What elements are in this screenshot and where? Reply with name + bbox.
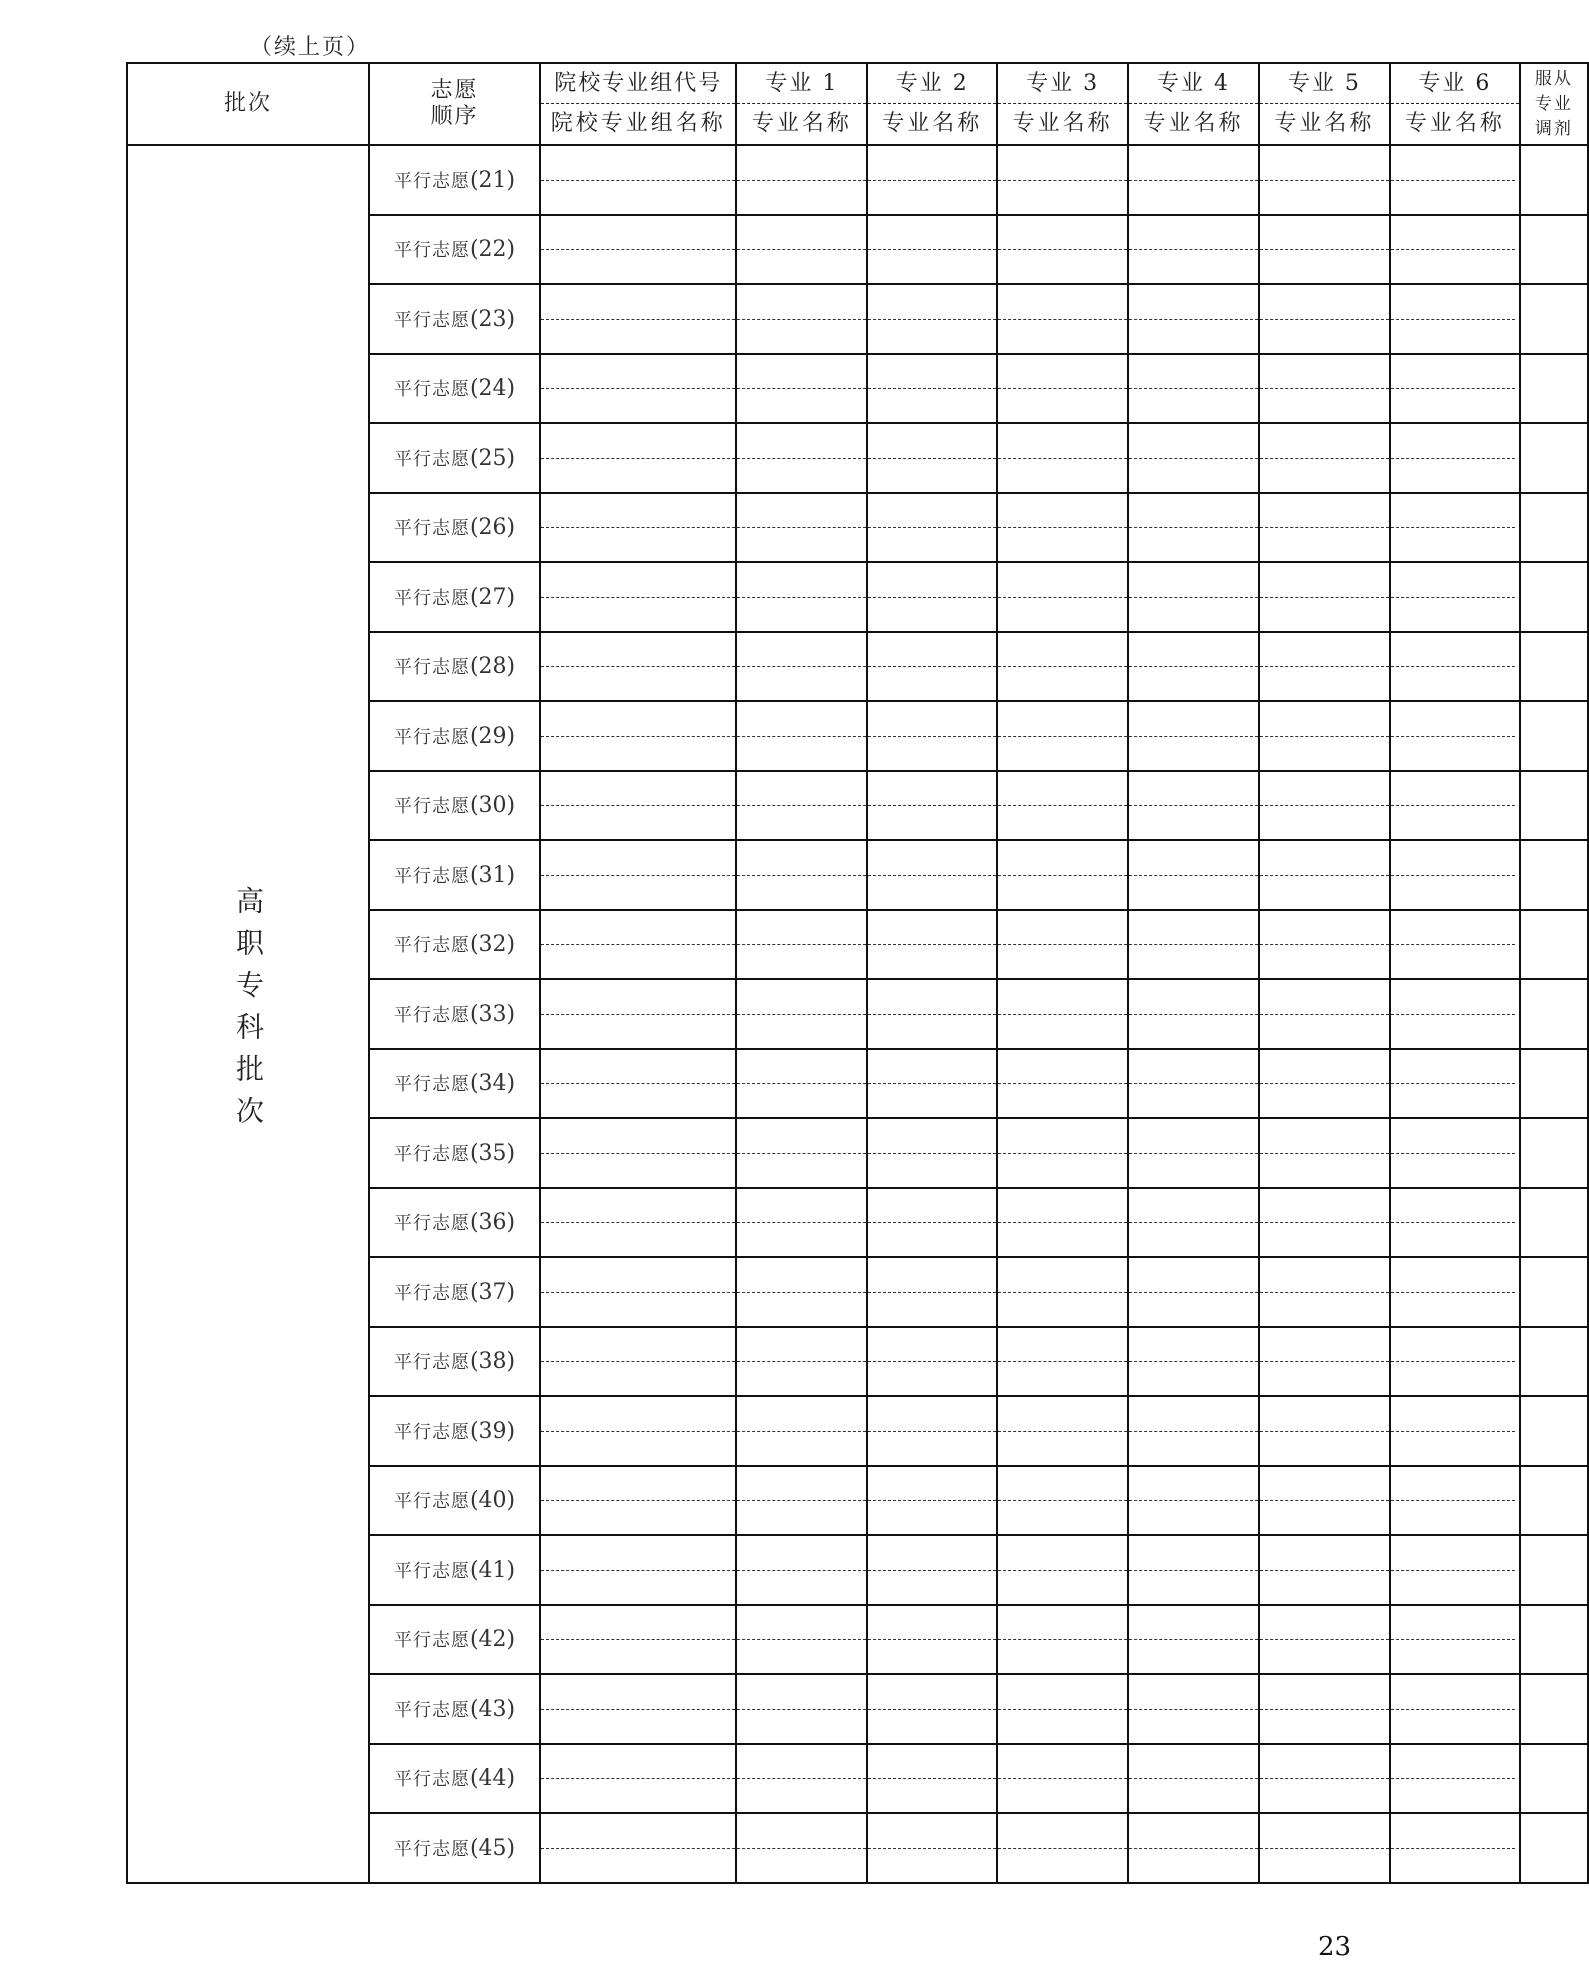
header-row bbox=[127, 63, 1588, 145]
major-6-input-cell[interactable] bbox=[1390, 562, 1520, 632]
major-2-input-cell[interactable] bbox=[867, 1396, 997, 1466]
major-4-input-cell[interactable] bbox=[1128, 1535, 1259, 1605]
major-1-input-cell[interactable] bbox=[736, 493, 867, 563]
header-major-6: 专业 6 专业名称 bbox=[1390, 63, 1520, 145]
major-1-input-cell[interactable] bbox=[736, 1744, 867, 1814]
major-3-input-cell[interactable] bbox=[997, 215, 1128, 285]
major-3-input-cell[interactable] bbox=[997, 562, 1128, 632]
header-major-2: 专业 2 专业名称 bbox=[867, 63, 997, 145]
adjust-input-cell[interactable] bbox=[1520, 1049, 1588, 1119]
major-1-input-cell[interactable] bbox=[736, 562, 867, 632]
order-label: 平行志愿(24) bbox=[393, 376, 516, 402]
adjust-input-cell[interactable] bbox=[1520, 910, 1588, 980]
major-5-input-cell[interactable] bbox=[1259, 1605, 1390, 1675]
group-input-cell[interactable] bbox=[540, 701, 736, 771]
major-5-input-cell[interactable] bbox=[1259, 840, 1390, 910]
major-1-input-cell[interactable] bbox=[736, 632, 867, 702]
order-label: 平行志愿(34) bbox=[393, 1071, 516, 1097]
major-2-input-cell[interactable] bbox=[867, 632, 997, 702]
order-cell bbox=[369, 1605, 540, 1675]
major-1-input-cell[interactable] bbox=[736, 284, 867, 354]
major-4-input-cell[interactable] bbox=[1128, 771, 1259, 841]
major-4-input-cell[interactable] bbox=[1128, 423, 1259, 493]
major-2-input-cell[interactable] bbox=[867, 979, 997, 1049]
major-3-input-cell[interactable] bbox=[997, 1118, 1128, 1188]
page-number: 23 bbox=[1318, 1932, 1352, 1962]
major-1-input-cell[interactable] bbox=[736, 354, 867, 424]
major-6-input-cell[interactable] bbox=[1390, 284, 1520, 354]
order-cell bbox=[369, 1396, 540, 1466]
major-3-input-cell[interactable] bbox=[997, 1605, 1128, 1675]
group-input-cell[interactable] bbox=[540, 1466, 736, 1536]
major-4-input-cell[interactable] bbox=[1128, 1396, 1259, 1466]
major-6-input-cell[interactable] bbox=[1390, 1118, 1520, 1188]
order-cell bbox=[369, 354, 540, 424]
order-label: 平行志愿(32) bbox=[393, 932, 516, 958]
major-1-input-cell[interactable] bbox=[736, 1049, 867, 1119]
header-major-1: 专业 1 专业名称 bbox=[736, 63, 867, 145]
order-cell bbox=[369, 1535, 540, 1605]
major-4-input-cell[interactable] bbox=[1128, 701, 1259, 771]
major-2-input-cell[interactable] bbox=[867, 1466, 997, 1536]
table-row bbox=[127, 145, 1588, 215]
major-5-input-cell[interactable] bbox=[1259, 493, 1390, 563]
major-5-input-cell[interactable] bbox=[1259, 284, 1390, 354]
header-adjust: 服从 专业 调剂 bbox=[1520, 63, 1588, 145]
order-cell bbox=[369, 1744, 540, 1814]
group-input-cell[interactable] bbox=[540, 1396, 736, 1466]
major-4-input-cell[interactable] bbox=[1128, 284, 1259, 354]
adjust-input-cell[interactable] bbox=[1520, 215, 1588, 285]
adjust-input-cell[interactable] bbox=[1520, 1396, 1588, 1466]
major-6-input-cell[interactable] bbox=[1390, 701, 1520, 771]
major-3-input-cell[interactable] bbox=[997, 979, 1128, 1049]
major-2-input-cell[interactable] bbox=[867, 284, 997, 354]
batch-label: 高职专科批次 bbox=[232, 885, 265, 1138]
major-1-input-cell[interactable] bbox=[736, 1605, 867, 1675]
major-5-input-cell[interactable] bbox=[1259, 215, 1390, 285]
group-input-cell[interactable] bbox=[540, 1118, 736, 1188]
major-3-input-cell[interactable] bbox=[997, 1188, 1128, 1258]
order-label: 平行志愿(39) bbox=[393, 1418, 516, 1444]
major-6-input-cell[interactable] bbox=[1390, 840, 1520, 910]
order-cell bbox=[369, 1118, 540, 1188]
adjust-input-cell[interactable] bbox=[1520, 1257, 1588, 1327]
order-label: 平行志愿(40) bbox=[393, 1488, 516, 1514]
group-input-cell[interactable] bbox=[540, 910, 736, 980]
major-5-input-cell[interactable] bbox=[1259, 423, 1390, 493]
adjust-input-cell[interactable] bbox=[1520, 145, 1588, 215]
order-label: 平行志愿(31) bbox=[393, 862, 516, 888]
major-1-input-cell[interactable] bbox=[736, 145, 867, 215]
major-1-input-cell[interactable] bbox=[736, 1674, 867, 1744]
header-order: 志愿 顺序 bbox=[369, 63, 540, 145]
major-4-input-cell[interactable] bbox=[1128, 562, 1259, 632]
group-input-cell[interactable] bbox=[540, 215, 736, 285]
application-form-table bbox=[126, 62, 1589, 1884]
adjust-input-cell[interactable] bbox=[1520, 1188, 1588, 1258]
major-1-input-cell[interactable] bbox=[736, 1118, 867, 1188]
order-label: 平行志愿(29) bbox=[393, 723, 516, 749]
major-5-input-cell[interactable] bbox=[1259, 979, 1390, 1049]
order-label: 平行志愿(36) bbox=[393, 1210, 516, 1236]
major-5-input-cell[interactable] bbox=[1259, 632, 1390, 702]
major-6-input-cell[interactable] bbox=[1390, 215, 1520, 285]
major-2-input-cell[interactable] bbox=[867, 1188, 997, 1258]
order-label: 平行志愿(25) bbox=[393, 445, 516, 471]
header-major-4: 专业 4 专业名称 bbox=[1128, 63, 1259, 145]
major-3-input-cell[interactable] bbox=[997, 1535, 1128, 1605]
header-batch: 批次 bbox=[127, 63, 369, 145]
major-3-input-cell[interactable] bbox=[997, 423, 1128, 493]
adjust-input-cell[interactable] bbox=[1520, 284, 1588, 354]
batch-cell bbox=[127, 145, 369, 1883]
group-input-cell[interactable] bbox=[540, 840, 736, 910]
order-cell bbox=[369, 145, 540, 215]
major-1-input-cell[interactable] bbox=[736, 771, 867, 841]
header-major-3: 专业 3 专业名称 bbox=[997, 63, 1128, 145]
major-2-input-cell[interactable] bbox=[867, 145, 997, 215]
major-2-input-cell[interactable] bbox=[867, 771, 997, 841]
group-input-cell[interactable] bbox=[540, 771, 736, 841]
major-3-input-cell[interactable] bbox=[997, 910, 1128, 980]
header-group: 院校专业组代号 院校专业组名称 bbox=[540, 63, 736, 145]
order-label: 平行志愿(43) bbox=[393, 1696, 516, 1722]
major-3-input-cell[interactable] bbox=[997, 1466, 1128, 1536]
major-6-input-cell[interactable] bbox=[1390, 1257, 1520, 1327]
adjust-input-cell[interactable] bbox=[1520, 1118, 1588, 1188]
major-2-input-cell[interactable] bbox=[867, 910, 997, 980]
adjust-input-cell[interactable] bbox=[1520, 771, 1588, 841]
major-6-input-cell[interactable] bbox=[1390, 1674, 1520, 1744]
order-cell bbox=[369, 1049, 540, 1119]
order-cell bbox=[369, 632, 540, 702]
major-5-input-cell[interactable] bbox=[1259, 1813, 1390, 1883]
major-4-input-cell[interactable] bbox=[1128, 1118, 1259, 1188]
order-label: 平行志愿(22) bbox=[393, 237, 516, 263]
order-label: 平行志愿(26) bbox=[393, 515, 516, 541]
major-6-input-cell[interactable] bbox=[1390, 354, 1520, 424]
major-3-input-cell[interactable] bbox=[997, 493, 1128, 563]
group-input-cell[interactable] bbox=[540, 1327, 736, 1397]
major-1-input-cell[interactable] bbox=[736, 215, 867, 285]
major-6-input-cell[interactable] bbox=[1390, 632, 1520, 702]
adjust-input-cell[interactable] bbox=[1520, 354, 1588, 424]
order-label: 平行志愿(38) bbox=[393, 1349, 516, 1375]
order-label: 平行志愿(21) bbox=[393, 167, 516, 193]
major-5-input-cell[interactable] bbox=[1259, 701, 1390, 771]
group-input-cell[interactable] bbox=[540, 1813, 736, 1883]
major-5-input-cell[interactable] bbox=[1259, 145, 1390, 215]
adjust-input-cell[interactable] bbox=[1520, 1466, 1588, 1536]
adjust-input-cell[interactable] bbox=[1520, 1744, 1588, 1814]
major-6-input-cell[interactable] bbox=[1390, 771, 1520, 841]
adjust-input-cell[interactable] bbox=[1520, 701, 1588, 771]
major-4-input-cell[interactable] bbox=[1128, 1257, 1259, 1327]
major-5-input-cell[interactable] bbox=[1259, 1118, 1390, 1188]
major-6-input-cell[interactable] bbox=[1390, 979, 1520, 1049]
major-4-input-cell[interactable] bbox=[1128, 1744, 1259, 1814]
order-cell bbox=[369, 493, 540, 563]
major-4-input-cell[interactable] bbox=[1128, 493, 1259, 563]
major-4-input-cell[interactable] bbox=[1128, 1049, 1259, 1119]
adjust-input-cell[interactable] bbox=[1520, 562, 1588, 632]
order-label: 平行志愿(23) bbox=[393, 306, 516, 332]
group-input-cell[interactable] bbox=[540, 562, 736, 632]
order-cell bbox=[369, 701, 540, 771]
major-3-input-cell[interactable] bbox=[997, 354, 1128, 424]
major-1-input-cell[interactable] bbox=[736, 840, 867, 910]
adjust-input-cell[interactable] bbox=[1520, 840, 1588, 910]
major-3-input-cell[interactable] bbox=[997, 1674, 1128, 1744]
major-4-input-cell[interactable] bbox=[1128, 215, 1259, 285]
adjust-input-cell[interactable] bbox=[1520, 1605, 1588, 1675]
group-input-cell[interactable] bbox=[540, 632, 736, 702]
order-cell bbox=[369, 1327, 540, 1397]
major-2-input-cell[interactable] bbox=[867, 354, 997, 424]
adjust-input-cell[interactable] bbox=[1520, 1535, 1588, 1605]
major-5-input-cell[interactable] bbox=[1259, 1744, 1390, 1814]
major-4-input-cell[interactable] bbox=[1128, 1605, 1259, 1675]
major-2-input-cell[interactable] bbox=[867, 1327, 997, 1397]
major-1-input-cell[interactable] bbox=[736, 1535, 867, 1605]
adjust-input-cell[interactable] bbox=[1520, 632, 1588, 702]
order-cell bbox=[369, 979, 540, 1049]
group-input-cell[interactable] bbox=[540, 1744, 736, 1814]
major-3-input-cell[interactable] bbox=[997, 1396, 1128, 1466]
group-input-cell[interactable] bbox=[540, 423, 736, 493]
continuation-note: （续上页） bbox=[250, 35, 371, 60]
major-5-input-cell[interactable] bbox=[1259, 354, 1390, 424]
major-6-input-cell[interactable] bbox=[1390, 1049, 1520, 1119]
major-2-input-cell[interactable] bbox=[867, 701, 997, 771]
major-3-input-cell[interactable] bbox=[997, 701, 1128, 771]
major-2-input-cell[interactable] bbox=[867, 1605, 997, 1675]
order-label: 平行志愿(28) bbox=[393, 654, 516, 680]
major-4-input-cell[interactable] bbox=[1128, 354, 1259, 424]
major-3-input-cell[interactable] bbox=[997, 632, 1128, 702]
group-input-cell[interactable] bbox=[540, 979, 736, 1049]
major-4-input-cell[interactable] bbox=[1128, 910, 1259, 980]
order-cell bbox=[369, 284, 540, 354]
major-5-input-cell[interactable] bbox=[1259, 910, 1390, 980]
major-6-input-cell[interactable] bbox=[1390, 1327, 1520, 1397]
order-cell bbox=[369, 771, 540, 841]
adjust-input-cell[interactable] bbox=[1520, 1674, 1588, 1744]
group-input-cell[interactable] bbox=[540, 1049, 736, 1119]
major-1-input-cell[interactable] bbox=[736, 1813, 867, 1883]
order-cell bbox=[369, 423, 540, 493]
major-2-input-cell[interactable] bbox=[867, 1535, 997, 1605]
major-5-input-cell[interactable] bbox=[1259, 771, 1390, 841]
major-5-input-cell[interactable] bbox=[1259, 1466, 1390, 1536]
group-input-cell[interactable] bbox=[540, 1605, 736, 1675]
major-1-input-cell[interactable] bbox=[736, 1257, 867, 1327]
major-6-input-cell[interactable] bbox=[1390, 1535, 1520, 1605]
group-input-cell[interactable] bbox=[540, 145, 736, 215]
order-cell bbox=[369, 1674, 540, 1744]
major-1-input-cell[interactable] bbox=[736, 701, 867, 771]
major-4-input-cell[interactable] bbox=[1128, 1813, 1259, 1883]
major-2-input-cell[interactable] bbox=[867, 1744, 997, 1814]
order-cell bbox=[369, 1188, 540, 1258]
major-4-input-cell[interactable] bbox=[1128, 1466, 1259, 1536]
major-2-input-cell[interactable] bbox=[867, 1813, 997, 1883]
major-4-input-cell[interactable] bbox=[1128, 1188, 1259, 1258]
major-4-input-cell[interactable] bbox=[1128, 145, 1259, 215]
major-1-input-cell[interactable] bbox=[736, 979, 867, 1049]
major-2-input-cell[interactable] bbox=[867, 1118, 997, 1188]
major-3-input-cell[interactable] bbox=[997, 771, 1128, 841]
major-1-input-cell[interactable] bbox=[736, 1396, 867, 1466]
major-1-input-cell[interactable] bbox=[736, 1188, 867, 1258]
adjust-input-cell[interactable] bbox=[1520, 1327, 1588, 1397]
major-3-input-cell[interactable] bbox=[997, 1744, 1128, 1814]
order-label: 平行志愿(45) bbox=[393, 1835, 516, 1861]
order-cell bbox=[369, 840, 540, 910]
major-3-input-cell[interactable] bbox=[997, 1049, 1128, 1119]
major-3-input-cell[interactable] bbox=[997, 840, 1128, 910]
order-cell bbox=[369, 1257, 540, 1327]
major-2-input-cell[interactable] bbox=[867, 1257, 997, 1327]
major-6-input-cell[interactable] bbox=[1390, 1466, 1520, 1536]
major-2-input-cell[interactable] bbox=[867, 840, 997, 910]
major-6-input-cell[interactable] bbox=[1390, 423, 1520, 493]
order-label: 平行志愿(41) bbox=[393, 1557, 516, 1583]
order-label: 平行志愿(27) bbox=[393, 584, 516, 610]
group-input-cell[interactable] bbox=[540, 284, 736, 354]
major-3-input-cell[interactable] bbox=[997, 1813, 1128, 1883]
major-2-input-cell[interactable] bbox=[867, 1049, 997, 1119]
major-5-input-cell[interactable] bbox=[1259, 1535, 1390, 1605]
group-input-cell[interactable] bbox=[540, 354, 736, 424]
group-input-cell[interactable] bbox=[540, 1188, 736, 1258]
major-5-input-cell[interactable] bbox=[1259, 1188, 1390, 1258]
order-cell bbox=[369, 215, 540, 285]
major-3-input-cell[interactable] bbox=[997, 1327, 1128, 1397]
major-4-input-cell[interactable] bbox=[1128, 840, 1259, 910]
major-6-input-cell[interactable] bbox=[1390, 1744, 1520, 1814]
major-4-input-cell[interactable] bbox=[1128, 1674, 1259, 1744]
major-4-input-cell[interactable] bbox=[1128, 1327, 1259, 1397]
adjust-input-cell[interactable] bbox=[1520, 423, 1588, 493]
major-6-input-cell[interactable] bbox=[1390, 910, 1520, 980]
order-label: 平行志愿(42) bbox=[393, 1627, 516, 1653]
major-3-input-cell[interactable] bbox=[997, 145, 1128, 215]
order-cell bbox=[369, 910, 540, 980]
major-2-input-cell[interactable] bbox=[867, 215, 997, 285]
major-2-input-cell[interactable] bbox=[867, 493, 997, 563]
header-major-5: 专业 5 专业名称 bbox=[1259, 63, 1390, 145]
order-label: 平行志愿(44) bbox=[393, 1766, 516, 1792]
group-input-cell[interactable] bbox=[540, 1674, 736, 1744]
major-5-input-cell[interactable] bbox=[1259, 562, 1390, 632]
order-cell bbox=[369, 562, 540, 632]
major-2-input-cell[interactable] bbox=[867, 562, 997, 632]
major-4-input-cell[interactable] bbox=[1128, 632, 1259, 702]
order-label: 平行志愿(33) bbox=[393, 1001, 516, 1027]
major-6-input-cell[interactable] bbox=[1390, 145, 1520, 215]
order-label: 平行志愿(37) bbox=[393, 1279, 516, 1305]
major-6-input-cell[interactable] bbox=[1390, 493, 1520, 563]
order-label: 平行志愿(35) bbox=[393, 1140, 516, 1166]
order-label: 平行志愿(30) bbox=[393, 793, 516, 819]
major-4-input-cell[interactable] bbox=[1128, 979, 1259, 1049]
group-input-cell[interactable] bbox=[540, 1535, 736, 1605]
major-5-input-cell[interactable] bbox=[1259, 1327, 1390, 1397]
adjust-input-cell[interactable] bbox=[1520, 493, 1588, 563]
major-6-input-cell[interactable] bbox=[1390, 1188, 1520, 1258]
major-1-input-cell[interactable] bbox=[736, 1327, 867, 1397]
major-1-input-cell[interactable] bbox=[736, 910, 867, 980]
major-2-input-cell[interactable] bbox=[867, 1674, 997, 1744]
major-6-input-cell[interactable] bbox=[1390, 1605, 1520, 1675]
major-5-input-cell[interactable] bbox=[1259, 1396, 1390, 1466]
group-input-cell[interactable] bbox=[540, 1257, 736, 1327]
major-6-input-cell[interactable] bbox=[1390, 1813, 1520, 1883]
order-cell bbox=[369, 1466, 540, 1536]
major-6-input-cell[interactable] bbox=[1390, 1396, 1520, 1466]
major-5-input-cell[interactable] bbox=[1259, 1049, 1390, 1119]
major-3-input-cell[interactable] bbox=[997, 284, 1128, 354]
major-5-input-cell[interactable] bbox=[1259, 1674, 1390, 1744]
order-cell bbox=[369, 1813, 540, 1883]
major-1-input-cell[interactable] bbox=[736, 1466, 867, 1536]
major-1-input-cell[interactable] bbox=[736, 423, 867, 493]
adjust-input-cell[interactable] bbox=[1520, 1813, 1588, 1883]
major-5-input-cell[interactable] bbox=[1259, 1257, 1390, 1327]
major-2-input-cell[interactable] bbox=[867, 423, 997, 493]
major-3-input-cell[interactable] bbox=[997, 1257, 1128, 1327]
adjust-input-cell[interactable] bbox=[1520, 979, 1588, 1049]
group-input-cell[interactable] bbox=[540, 493, 736, 563]
